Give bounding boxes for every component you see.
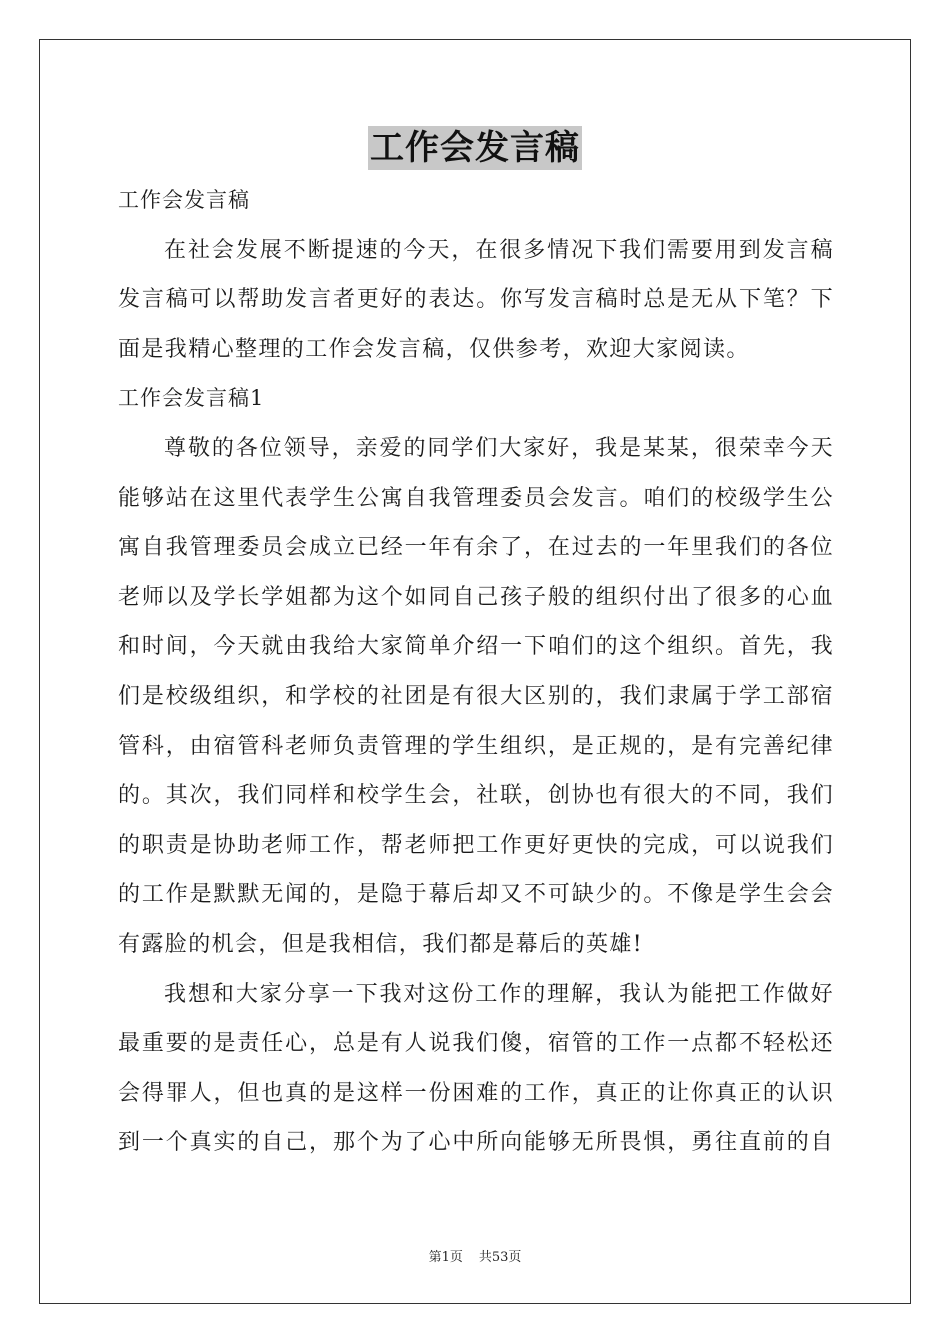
page-number: 第1页: [428, 1250, 463, 1265]
paragraph-line: 们是校级组织，和学校的社团是有很大区别的，我们隶属于学工部宿: [118, 683, 834, 709]
paragraph-line: 到一个真实的自己，那个为了心中所向能够无所畏惧，勇往直前的自: [118, 1130, 834, 1156]
document-title: 工作会发言稿: [370, 128, 580, 168]
paragraph-line: 老师以及学长学姐都为这个如同自己孩子般的组织付出了很多的心血: [118, 584, 834, 610]
title-container: [0, 126, 950, 170]
subtitle-line: 工作会发言稿: [118, 188, 250, 212]
page-footer: [0, 1246, 950, 1265]
paragraph-line: 面是我精心整理的工作会发言稿，仅供参考，欢迎大家阅读。: [118, 336, 750, 362]
document-body: [118, 176, 834, 1168]
paragraph-line: 我想和大家分享一下我对这份工作的理解，我认为能把工作做好: [164, 981, 834, 1007]
paragraph-line: 会得罪人，但也真的是这样一份困难的工作，真正的让你真正的认识: [118, 1080, 834, 1106]
paragraph-line: 在社会发展不断提速的今天，在很多情况下我们需要用到发言稿: [164, 237, 834, 263]
paragraph-line: 能够站在这里代表学生公寓自我管理委员会发言。咱们的校级学生公: [118, 485, 834, 511]
paragraph-line: 和时间，今天就由我给大家简单介绍一下咱们的这个组织。首先，我: [118, 634, 834, 660]
paragraph-line: 尊敬的各位领导，亲爱的同学们大家好，我是某某，很荣幸今天: [164, 435, 834, 461]
paragraph-line: 发言稿可以帮助发言者更好的表达。你写发言稿时总是无从下笔？下: [118, 287, 834, 313]
paragraph-line: 的。其次，我们同样和校学生会，社联，创协也有很大的不同，我们: [118, 783, 834, 809]
paragraph-line: 的工作是默默无闻的，是隐于幕后却又不可缺少的。不像是学生会会: [118, 882, 834, 908]
page-total: 共53页: [478, 1250, 522, 1265]
paragraph-line: 最重要的是责任心，总是有人说我们傻，宿管的工作一点都不轻松还: [118, 1031, 834, 1057]
paragraph-line: 有露脸的机会，但是我相信，我们都是幕后的英雄!: [118, 931, 644, 957]
section-heading: 工作会发言稿1: [118, 386, 265, 411]
paragraph-line: 寓自我管理委员会成立已经一年有余了，在过去的一年里我们的各位: [118, 535, 834, 561]
paragraph-line: 的职责是协助老师工作，帮老师把工作更好更快的完成，可以说我们: [118, 832, 834, 858]
paragraph-line: 管科，由宿管科老师负责管理的学生组织，是正规的，是有完善纪律: [118, 733, 834, 759]
